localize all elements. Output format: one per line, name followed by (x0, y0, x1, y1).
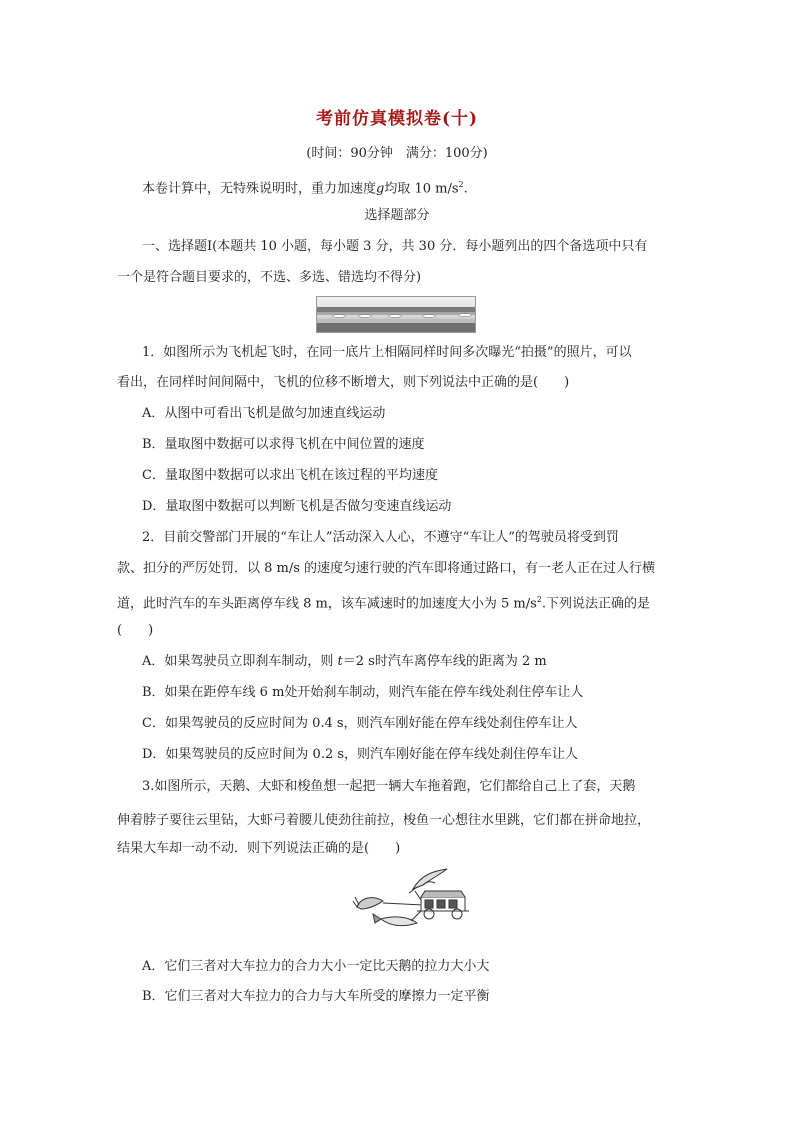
note-var: g (376, 181, 385, 197)
q2-option-d: D．如果驾驶员的反应时间为 0.2 s，则汽车刚好能在停车线处刹住停车让人 (142, 747, 579, 762)
q2-option-a-text2: ＝2 s时汽车离停车线的距离为 2 m (342, 654, 547, 669)
note-middle: 均取 10 m/s (384, 181, 459, 197)
q1-option-c: C．量取图中数据可以求出飞机在该过程的平均速度 (142, 468, 438, 483)
note-suffix: . (463, 181, 468, 197)
q3-line3: 结果大车却一动不动．则下列说法正确的是( ) (117, 841, 401, 856)
q3-line2: 伸着脖子要往云里钻，大虾弓着腰儿使劲往前拉，梭鱼一心想往水里跳，它们都在拼命地拉， (117, 813, 651, 828)
section-heading: 选择题部分 (364, 208, 430, 223)
cart-illustration (351, 867, 476, 941)
q3-option-b: B．它们三者对大车拉力的合力与大车所受的摩擦力一定平衡 (142, 989, 490, 1004)
q2-option-b: B．如果在距停车线 6 m处开始刹车制动，则汽车能在停车线处刹住停车让人 (142, 685, 584, 700)
q2-line3 (117, 590, 650, 614)
page-title: 考前仿真模拟卷(十) (315, 109, 479, 129)
note-prefix: 本卷计算中，无特殊说明时，重力加速度 (142, 181, 377, 197)
q2-option-a-text1: A．如果驾驶员立即刹车制动，则 (142, 654, 338, 669)
exam-info: (时间：90分钟 满分：100分) (306, 146, 488, 161)
q1-option-d: D．量取图中数据可以判断飞机是否做匀变速直线运动 (142, 499, 452, 514)
q3-option-a: A．它们三者对大车拉力的合力大小一定比天鹅的拉力大小大 (142, 959, 490, 974)
airplane-photo (316, 296, 476, 333)
q2-line3-b: .下列说法正确的是 (541, 596, 651, 612)
gravity-note (142, 175, 468, 199)
part1-line1: 一、选择题Ⅰ(本题共 10 小题，每小题 3 分，共 30 分．每小题列出的四个备选项中只有 (142, 239, 648, 254)
q2-option-a-var: t (337, 654, 343, 669)
q1-option-b: B．量取图中数据可以求得飞机在中间位置的速度 (142, 437, 425, 452)
part1-line2: 一个是符合题目要求的，不选、多选、错选均不得分) (117, 270, 422, 285)
q2-option-a (142, 652, 547, 672)
note-sup: 2 (458, 180, 464, 189)
airplane-photo-svg (317, 297, 475, 332)
q3-line1: 3.如图所示，天鹅、大虾和梭鱼想一起把一辆大车拖着跑，它们都给自己上了套，天鹅 (142, 779, 636, 794)
q2-line4: ( ) (117, 623, 154, 638)
q2-line1: 2．目前交警部门开展的“车让人”活动深入人心，不遵守“车让人”的驾驶员将受到罚 (142, 530, 619, 545)
q2-line3-a: 道，此时汽车的车头距离停车线 8 m，该车减速时的加速度大小为 5 m/s (117, 596, 537, 612)
q1-line1: 1．如图所示为飞机起飞时，在同一底片上相隔同样时间多次曝光“拍摄”的照片，可以 (142, 345, 632, 360)
q1-line2: 看出，在同样时间间隔中，飞机的位移不断增大，则下列说法中正确的是( ) (117, 375, 570, 390)
q2-option-c: C．如果驾驶员的反应时间为 0.4 s，则汽车刚好能在停车线处刹住停车让人 (142, 716, 578, 731)
q1-option-a: A．从图中可看出飞机是做匀加速直线运动 (142, 406, 386, 421)
cart-illustration-svg (351, 867, 476, 941)
q2-line2: 款、扣分的严厉处罚．以 8 m/s 的速度匀速行驶的汽车即将通过路口，有一老人正在过人行横 (117, 561, 656, 576)
q2-line3-sup: 2 (536, 595, 542, 604)
